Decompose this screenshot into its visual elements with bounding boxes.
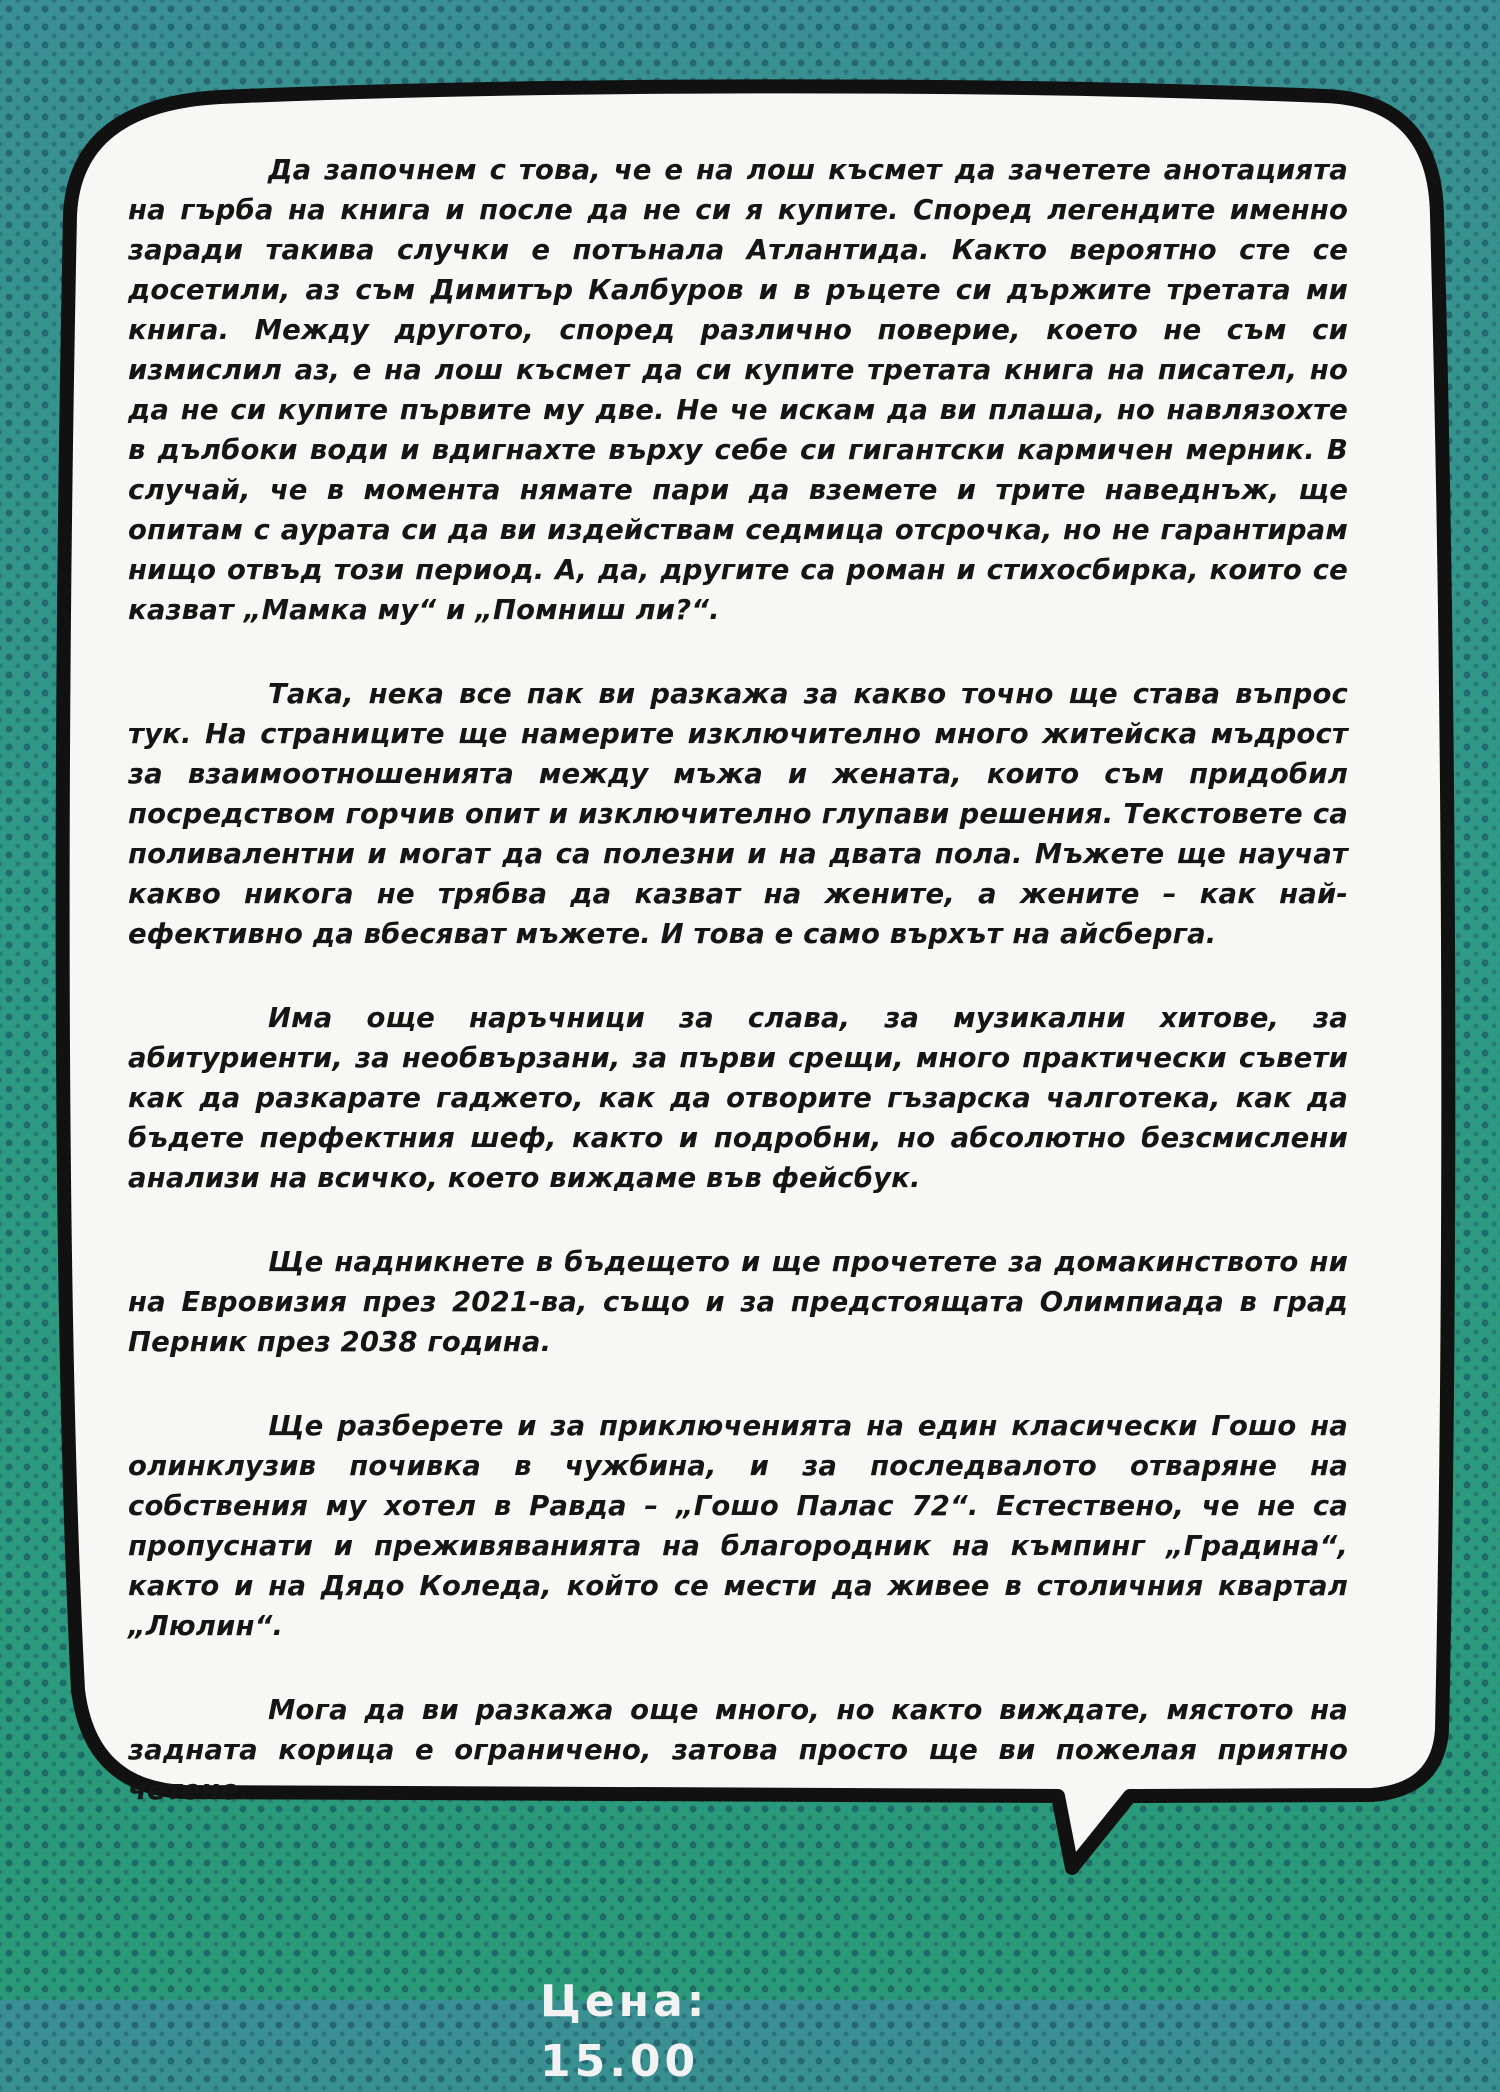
blurb-paragraph-3: Има още наръчници за слава, за музикални хитове, за абитуриенти, за необвързани, за първи срещи, много практически съвети как да разкарате гаджето, как да отворите гъзарска чалготека, как да бъдете перфектния шеф, както и подробни, но абсолютно безсмислени анализи на всичко, което виждаме във фейсбук. [128, 1002, 1348, 1194]
blurb-paragraph-4: Ще надникнете в бъдещето и ще прочетете за домакинството ни на Евровизия през 2021-ва, също и за предстоящата Олимпиада в град Перник през 2038 година. [128, 1246, 1348, 1358]
blurb-text [128, 150, 1348, 1854]
blurb-paragraph-1: Да започнем с това, че е на лош късмет да зачетете анотацията на гърба на книга и после да не си я купите. Според легендите именно заради такива случки е потънала Атлантида. Както вероятно сте се досетили, аз съм Димитър Калбуров и в ръцете си държите третата ми книга. Между другото, според различно поверие, което не съм си измислил аз, е на лош късмет да си купите третата книга на писател, но да не си купите първите му две. Не че искам да ви плаша, но навлязохте в дълбоки води и вдигнахте върху себе си гигантски кармичен мерник. В случай, че в момента нямате пари да вземете и трите наведнъж, ще опитам с аурата си да ви издействам седмица отсрочка, но не гарантирам нищо отвъд този период. А, да, другите са роман и стихосбирка, които се казват „Мамка му“ и „Помниш ли?“. [128, 154, 1348, 626]
blurb-paragraph-5: Ще разберете и за приключенията на един класически Гошо на олинклузив почивка в чужбина, и за последвалото отваряне на собствения му хотел в Равда – „Гошо Палас 72“. Естествено, че не са пропуснати и преживяванията на благородник на къмпинг „Градина“, както и на Дядо Коледа, който се мести да живее в столичния квартал „Люлин“. [128, 1410, 1348, 1642]
blurb-paragraph-2: Така, нека все пак ви разкажа за какво точно ще става въпрос тук. На страниците ще намерите изключително много житейска мъдрост за взаимоотношенията между мъжа и жената, които съм придобил посредством горчив опит и изключително глупави решения. Текстовете са поливалентни и могат да са полезни и на двата пола. Мъжете ще научат какво никога не трябва да казват на жените, а жените – как най-ефективно да вбесяват мъжете. И това е само върхът на айсберга. [128, 678, 1348, 950]
price-label: Цена: 15.00 [540, 1976, 709, 2087]
blurb-paragraph-6: Мога да ви разкажа още много, но както виждате, мястото на задната корица е ограничено, затова просто ще ви пожелая приятно четене. [128, 1694, 1348, 1806]
